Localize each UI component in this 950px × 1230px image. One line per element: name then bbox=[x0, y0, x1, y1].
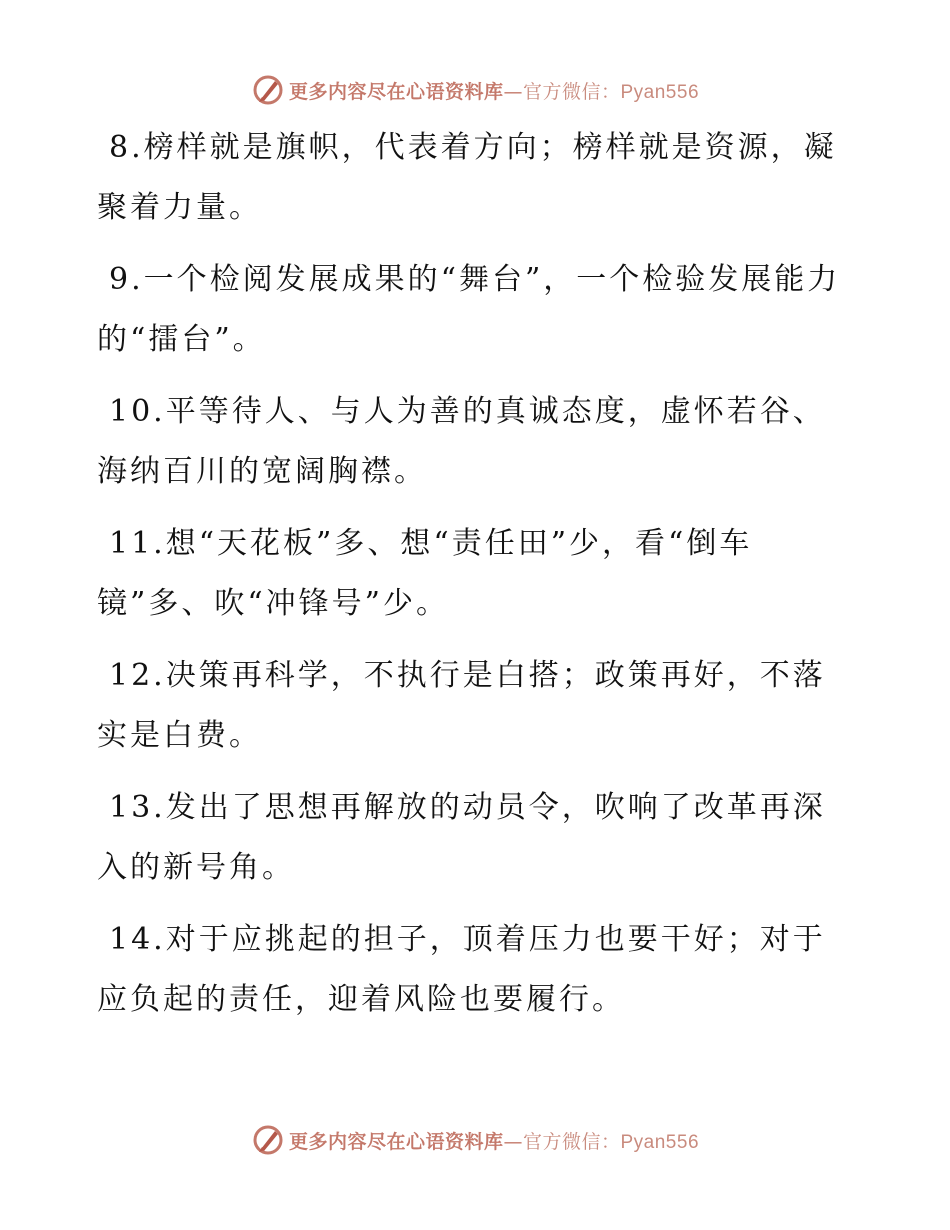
list-item: 14.对于应挑起的担子，顶着压力也要干好；对于应负起的责任，迎着风险也要履行。 bbox=[97, 922, 826, 1017]
banner-text bbox=[289, 1127, 699, 1154]
banner-main-text: 更多内容尽在心语资料库 bbox=[288, 1130, 504, 1153]
list-item: 9.一个检阅发展成果的“舞台”，一个检验发展能力的“擂台”。 bbox=[97, 262, 841, 357]
list-item: 10.平等待人、与人为善的真诚态度，虚怀若谷、海纳百川的宽阔胸襟。 bbox=[97, 394, 826, 489]
banner-wechat-id: Pyan556 bbox=[620, 81, 700, 103]
list-item: 8.榜样就是旗帜，代表着方向；榜样就是资源，凝聚着力量。 bbox=[97, 130, 837, 225]
document-body bbox=[97, 118, 857, 1042]
banner-dash: — bbox=[503, 80, 523, 103]
banner-wechat-label: 官方微信： bbox=[522, 1130, 621, 1153]
pen-nib-circle-icon bbox=[251, 73, 285, 107]
banner-text bbox=[289, 77, 699, 104]
banner-dash: — bbox=[503, 1130, 523, 1153]
footer-banner bbox=[0, 1120, 950, 1160]
banner-wechat-id: Pyan556 bbox=[620, 1131, 700, 1153]
banner-main-text: 更多内容尽在心语资料库 bbox=[288, 80, 504, 103]
list-item: 11.想“天花板”多、想“责任田”少，看“倒车镜”多、吹“冲锋号”少。 bbox=[97, 526, 753, 621]
banner-wechat-label: 官方微信： bbox=[522, 80, 621, 103]
pen-nib-circle-icon bbox=[251, 1123, 285, 1157]
header-banner bbox=[0, 70, 950, 110]
list-item: 12.决策再科学，不执行是白搭；政策再好，不落实是白费。 bbox=[97, 658, 826, 753]
list-item: 13.发出了思想再解放的动员令，吹响了改革再深入的新号角。 bbox=[97, 790, 826, 885]
